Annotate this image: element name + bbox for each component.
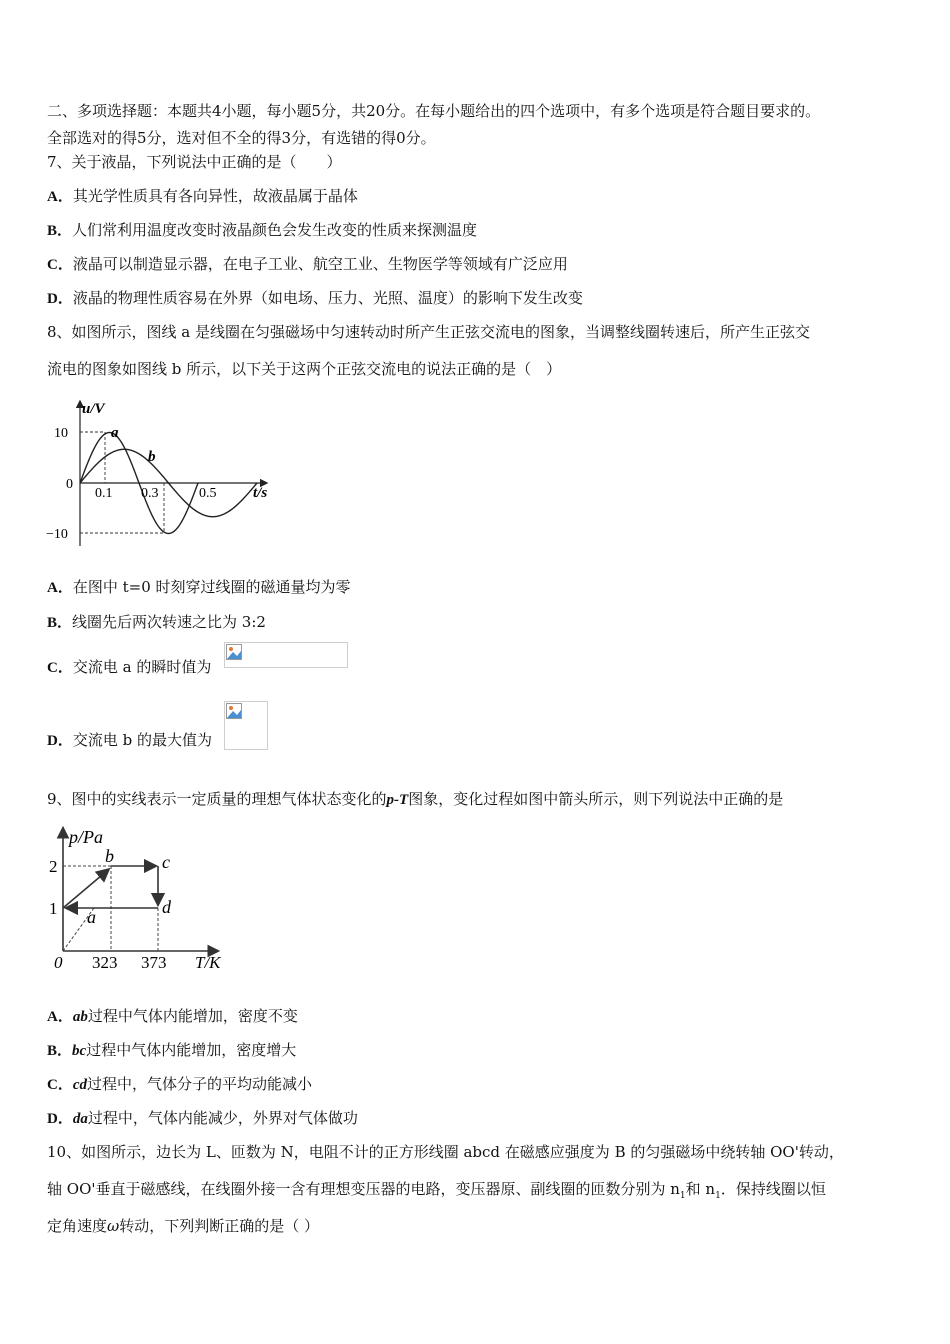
q9-pt-diagram bbox=[45, 823, 235, 975]
q9-process-ab bbox=[63, 870, 108, 908]
section-header-line-1: 二、多项选择题：本题共4小题，每小题5分，共20分。在每小题给出的四个选项中，有多个选项是符合题目要求的。 bbox=[47, 102, 821, 120]
q10-line-2: 轴 OO'垂直于磁感线，在线圈外接一含有理想变压器的电路，变压器原、副线圈的匝数分别为 $n_1$和 $n_1$．保持线圈以恒 bbox=[47, 1180, 826, 1201]
q8-option-c: C．交流电 a 的瞬时值为 bbox=[47, 658, 212, 676]
q8-xtick-03: 0.3 bbox=[141, 486, 159, 501]
q9-origin: 0 bbox=[54, 953, 63, 972]
q9-xlabel: T/K bbox=[195, 953, 221, 972]
q8-xtick-01: 0.1 bbox=[95, 486, 113, 501]
q10-line-3: 定角速度ω转动，下列判断正确的是（ ） bbox=[47, 1217, 320, 1235]
section-header-line-2: 全部选对的得5分，选对但不全的得3分，有选错的得0分。 bbox=[47, 129, 436, 147]
q8-option-c-formula-image bbox=[224, 642, 348, 668]
q7-option-a: A．其光学性质具有各向异性，故液晶属于晶体 bbox=[47, 187, 358, 205]
q9-point-d: d bbox=[162, 897, 171, 917]
q9-point-c: c bbox=[162, 852, 170, 872]
q9-ytick-2: 2 bbox=[49, 857, 58, 876]
q7-option-d: D．液晶的物理性质容易在外界（如电场、压力、光照、温度）的影响下发生改变 bbox=[47, 289, 583, 307]
broken-image-icon bbox=[226, 644, 242, 660]
q7-stem: 7、关于液晶，下列说法中正确的是（ ） bbox=[47, 153, 342, 171]
q9-point-b: b bbox=[105, 846, 114, 866]
q9-xtick-323: 323 bbox=[92, 953, 118, 972]
q8-option-d-formula-image bbox=[224, 701, 268, 750]
q8-xlabel: t/s bbox=[253, 485, 268, 501]
q8-option-d: D．交流电 b 的最大值为 bbox=[47, 731, 212, 749]
q8-ytick-neg10: −10 bbox=[46, 527, 68, 542]
q7-option-c: C．液晶可以制造显示器，在电子工业、航空工业、生物医学等领域有广泛应用 bbox=[47, 255, 568, 273]
q9-point-a: a bbox=[87, 907, 96, 927]
q9-ylabel: p/Pa bbox=[69, 827, 103, 847]
q9-option-a: A．ab过程中气体内能增加，密度不变 bbox=[47, 1007, 298, 1025]
q8-ytick-10: 10 bbox=[54, 426, 68, 441]
q8-sine-chart bbox=[44, 396, 280, 550]
q9-option-b: B．bc过程中气体内能增加，密度增大 bbox=[47, 1041, 297, 1059]
q8-xtick-05: 0.5 bbox=[199, 486, 217, 501]
broken-image-icon bbox=[226, 703, 242, 719]
q10-line-1: 10、如图所示，边长为 L、匝数为 N，电阻不计的正方形线圈 abcd 在磁感应强度为 B 的匀强磁场中绕转轴 OO'转动， bbox=[47, 1143, 844, 1161]
q8-option-b: B．线圈先后两次转速之比为 3:2 bbox=[47, 613, 266, 631]
q9-stem: 9、图中的实线表示一定质量的理想气体状态变化的p-T图象，变化过程如图中箭头所示，则下列说法中正确的是 bbox=[47, 790, 784, 808]
q8-stem-line-1: 8、如图所示，图线 a 是线圈在匀强磁场中匀速转动时所产生正弦交流电的图象，当调整线圈转速后，所产生正弦交 bbox=[47, 323, 811, 341]
q9-option-d: D．da过程中，气体内能减少，外界对气体做功 bbox=[47, 1109, 358, 1127]
q9-xtick-373: 373 bbox=[141, 953, 167, 972]
q9-ytick-1: 1 bbox=[49, 899, 58, 918]
q9-option-c: C．cd过程中，气体分子的平均动能减小 bbox=[47, 1075, 313, 1093]
q8-ytick-0: 0 bbox=[66, 477, 73, 492]
q8-option-a: A．在图中 t=0 时刻穿过线圈的磁通量均为零 bbox=[47, 578, 351, 596]
q7-option-b: B．人们常利用温度改变时液晶颜色会发生改变的性质来探测温度 bbox=[47, 221, 478, 239]
q8-label-a: a bbox=[111, 425, 119, 441]
q8-stem-line-2: 流电的图象如图线 b 所示，以下关于这两个正弦交流电的说法正确的是（ ） bbox=[47, 360, 562, 378]
q8-label-b: b bbox=[148, 449, 156, 465]
q8-ylabel: u/V bbox=[82, 401, 105, 417]
